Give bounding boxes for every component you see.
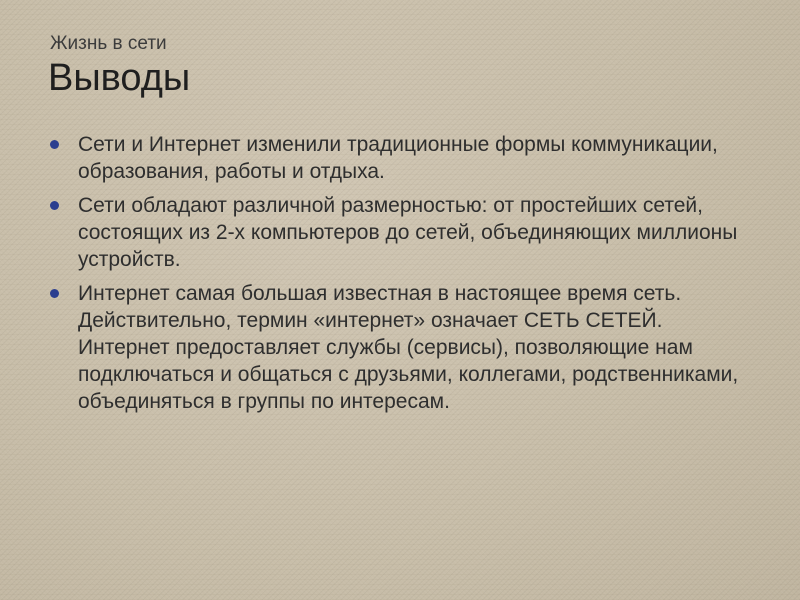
slide-subtitle: Жизнь в сети [50, 33, 167, 54]
bullet-dot-icon [50, 289, 59, 298]
bullet-text: Сети и Интернет изменили традиционные формы коммуникации, образования, работы и отдыха. [78, 133, 718, 183]
bullet-list [50, 131, 750, 422]
bullet-dot-icon [50, 140, 59, 149]
bullet-item [50, 192, 750, 273]
slide-title: Выводы [48, 57, 191, 99]
bullet-text: Сети обладают различной размерностью: от простейших сетей, состоящих из 2-х компьютеров до сетей, объединяющих миллионы устройств. [78, 194, 738, 271]
bullet-dot-icon [50, 201, 59, 210]
bullet-item [50, 131, 750, 185]
bullet-item [50, 280, 750, 415]
bullet-text: Интернет самая большая известная в настоящее время сеть. Действительно, термин «интернет» означает СЕТЬ СЕТЕЙ. Интернет предоставляет службы (сервисы), позволяющие нам подключаться и общаться с друзьями, коллегами, родственниками, объединяться в группы по интересам. [78, 282, 739, 413]
